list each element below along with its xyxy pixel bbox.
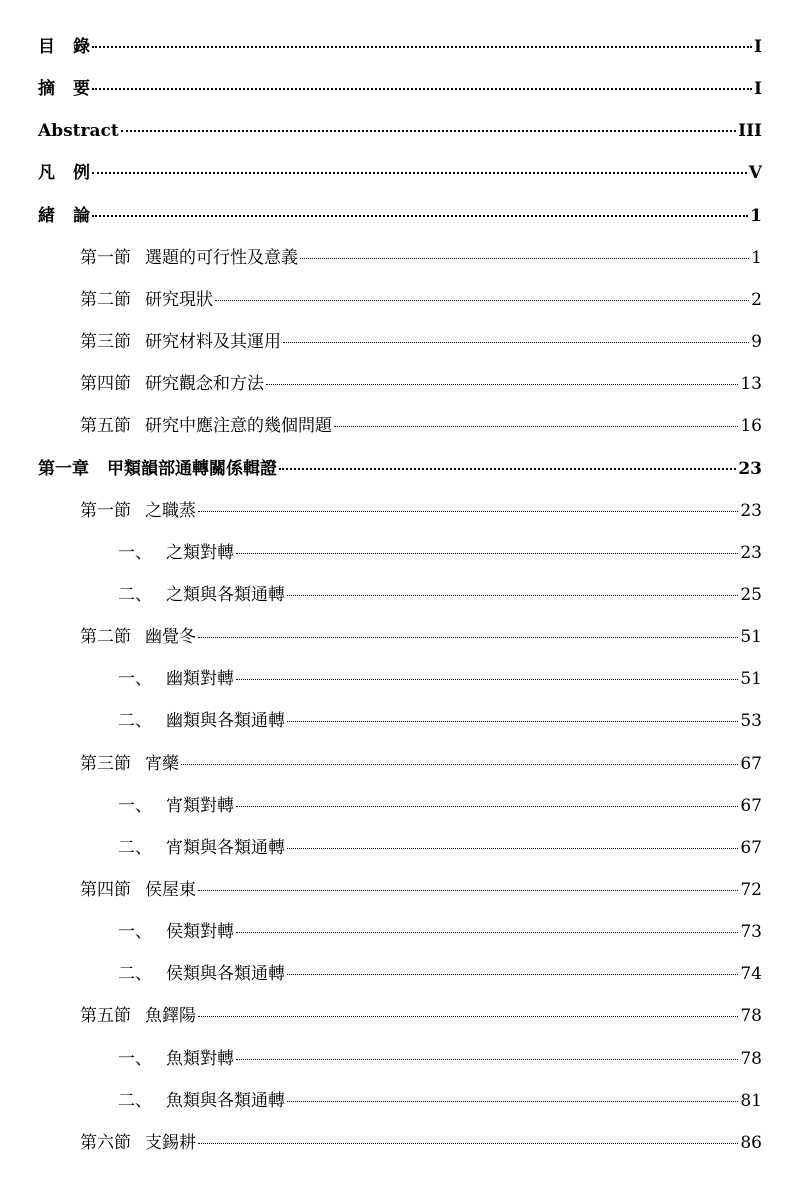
toc-entry[interactable]: [38, 32, 762, 62]
toc-entry-label: Abstract: [38, 121, 119, 142]
dot-leader: [121, 130, 736, 132]
toc-entry-title: 錄: [73, 37, 90, 57]
toc-entry-label: 第一章: [38, 458, 89, 479]
toc-entry-label: 二、: [118, 1090, 152, 1111]
toc-entry-page-number: 23: [740, 500, 762, 521]
toc-entry-label: 二、: [118, 964, 152, 985]
toc-entry[interactable]: [118, 664, 762, 694]
toc-entry-title: 侯類對轉: [166, 922, 234, 943]
toc-entry-page-number: 53: [740, 711, 762, 732]
toc-entry-title: 宵藥: [145, 753, 179, 774]
toc-entry[interactable]: [118, 833, 762, 863]
toc-entry[interactable]: [38, 454, 762, 484]
toc-entry-page-number: 23: [740, 542, 762, 563]
dot-leader: [287, 721, 738, 722]
dot-leader: [92, 172, 747, 174]
toc-entry-label: 摘: [38, 79, 55, 100]
toc-entry-page-number: 72: [740, 880, 762, 900]
dot-leader: [215, 300, 749, 301]
toc-entry[interactable]: [38, 158, 762, 188]
dot-leader: [198, 1016, 738, 1017]
toc-entry[interactable]: [118, 706, 762, 736]
toc-entry-label: 緒: [38, 205, 55, 226]
dot-leader: [334, 426, 738, 427]
toc-entry-page-number: 67: [740, 795, 762, 816]
toc-entry[interactable]: [80, 749, 762, 779]
toc-entry-page-number: 78: [740, 1006, 762, 1027]
toc-entry-label: 第三節: [80, 332, 131, 353]
toc-entry-label: 第三節: [80, 753, 131, 774]
toc-entry-title: 魚類與各類通轉: [166, 1090, 285, 1111]
toc-entry[interactable]: [118, 1086, 762, 1116]
toc-entry-label: 二、: [118, 711, 152, 732]
toc-entry-label: 二、: [118, 837, 152, 858]
dot-leader: [236, 679, 738, 680]
toc-entry-page-number: 13: [740, 374, 762, 395]
dot-leader: [287, 974, 738, 975]
toc-entry-title: 之職蒸: [145, 500, 196, 521]
toc-entry[interactable]: [118, 580, 762, 610]
toc-entry-title: 論: [73, 205, 90, 226]
toc-entry-label: 一、: [118, 542, 152, 563]
toc-entry[interactable]: [118, 917, 762, 947]
toc-entry-page-number: V: [748, 163, 762, 184]
toc-entry[interactable]: [118, 538, 762, 568]
toc-entry-page-number: I: [754, 37, 762, 57]
toc-entry-page-number: I: [754, 79, 762, 100]
toc-entry-page-number: III: [738, 121, 762, 142]
toc-entry-title: 宵類與各類通轉: [166, 837, 285, 858]
toc-entry[interactable]: [38, 74, 762, 104]
toc-entry-page-number: 51: [740, 669, 762, 690]
toc-entry-page-number: 67: [740, 837, 762, 858]
toc-entry-label: 第二節: [80, 627, 131, 648]
dot-leader: [236, 1059, 738, 1060]
toc-entry-page-number: 1: [750, 205, 762, 226]
dot-leader: [279, 468, 736, 470]
toc-entry-page-number: 1: [751, 247, 762, 268]
dot-leader: [181, 764, 738, 765]
toc-entry-title: 幽覺冬: [145, 627, 196, 648]
dot-leader: [283, 342, 749, 343]
toc-entry[interactable]: [80, 496, 762, 526]
dot-leader: [300, 258, 749, 259]
toc-entry-label: 凡: [38, 163, 55, 184]
dot-leader: [236, 553, 738, 554]
dot-leader: [92, 88, 752, 90]
toc-entry-page-number: 16: [740, 416, 762, 437]
toc-entry[interactable]: [80, 622, 762, 652]
dot-leader: [198, 637, 738, 638]
toc-entry-page-number: 81: [740, 1090, 762, 1111]
dot-leader: [236, 932, 738, 933]
toc-entry-label: 第五節: [80, 1006, 131, 1027]
toc-entry-label: 第五節: [80, 416, 131, 437]
toc-entry-label: 第二節: [80, 289, 131, 310]
toc-entry[interactable]: [118, 959, 762, 989]
toc-entry-title: 宵類對轉: [166, 795, 234, 816]
toc-entry-title: 研究材料及其運用: [145, 332, 281, 353]
toc-entry[interactable]: [80, 369, 762, 399]
toc-entry-page-number: 25: [740, 584, 762, 605]
toc-entry-title: 選題的可行性及意義: [145, 247, 298, 268]
dot-leader: [287, 1101, 738, 1102]
toc-entry-title: 研究現狀: [145, 289, 213, 310]
toc-entry-page-number: 51: [740, 627, 762, 648]
toc-entry[interactable]: [38, 201, 762, 231]
toc-entry-title: 幽類對轉: [166, 669, 234, 690]
toc-entry[interactable]: [80, 411, 762, 441]
toc-entry-label: 第一節: [80, 247, 131, 268]
toc-entry-label: 一、: [118, 669, 152, 690]
toc-entry-page-number: 74: [740, 964, 762, 985]
toc-entry-title: 之類與各類通轉: [166, 584, 285, 605]
toc-entry-title: 例: [73, 163, 90, 184]
toc-entry[interactable]: [80, 243, 762, 273]
dot-leader: [92, 46, 752, 48]
toc-entry-title: 要: [73, 79, 90, 100]
toc-entry[interactable]: [118, 791, 762, 821]
toc-entry[interactable]: [80, 285, 762, 315]
toc-entry-title: 之類對轉: [166, 542, 234, 563]
toc-entry-title: 魚類對轉: [166, 1048, 234, 1069]
toc-entry-page-number: 9: [751, 332, 762, 353]
toc-entry[interactable]: [80, 1128, 762, 1158]
toc-entry-title: 甲類韻部通轉關係輯證: [107, 458, 277, 479]
toc-entry-page-number: 2: [751, 289, 762, 310]
toc-entry-title: 侯類與各類通轉: [166, 964, 285, 985]
toc-entry[interactable]: [38, 116, 762, 146]
toc-entry-page-number: 86: [740, 1132, 762, 1153]
toc-entry-label: 第四節: [80, 374, 131, 395]
toc-entry[interactable]: [118, 1044, 762, 1074]
toc-entry-page-number: 78: [740, 1048, 762, 1069]
toc-entry-title: 研究觀念和方法: [145, 374, 264, 395]
dot-leader: [287, 848, 738, 849]
dot-leader: [198, 1143, 738, 1144]
toc-entry-label: 一、: [118, 922, 152, 943]
toc-entry-label: 第一節: [80, 500, 131, 521]
toc-entry-label: 一、: [118, 795, 152, 816]
toc-entry-label: 第四節: [80, 880, 131, 900]
toc-entry-title: 研究中應注意的幾個問題: [145, 416, 332, 437]
toc-entry-title: 支錫耕: [145, 1132, 196, 1153]
toc-entry-page-number: 23: [738, 458, 762, 479]
dot-leader: [198, 511, 738, 512]
dot-leader: [92, 215, 748, 217]
toc-entry[interactable]: [80, 327, 762, 357]
dot-leader: [287, 595, 738, 596]
toc-entry-title: 侯屋東: [145, 880, 196, 900]
toc-entry-label: 第六節: [80, 1132, 131, 1153]
toc-entry-page-number: 67: [740, 753, 762, 774]
toc-entry-label: 一、: [118, 1048, 152, 1069]
toc-entry-page-number: 73: [740, 922, 762, 943]
dot-leader: [266, 384, 738, 385]
toc-entry-title: 魚鐸陽: [145, 1006, 196, 1027]
toc-entry[interactable]: [80, 1001, 762, 1031]
dot-leader: [198, 890, 738, 891]
toc-entry-label: 目: [38, 37, 55, 57]
toc-entry-title: 幽類與各類通轉: [166, 711, 285, 732]
toc-entry-label: 二、: [118, 584, 152, 605]
dot-leader: [236, 806, 738, 807]
toc-entry[interactable]: [80, 875, 762, 905]
